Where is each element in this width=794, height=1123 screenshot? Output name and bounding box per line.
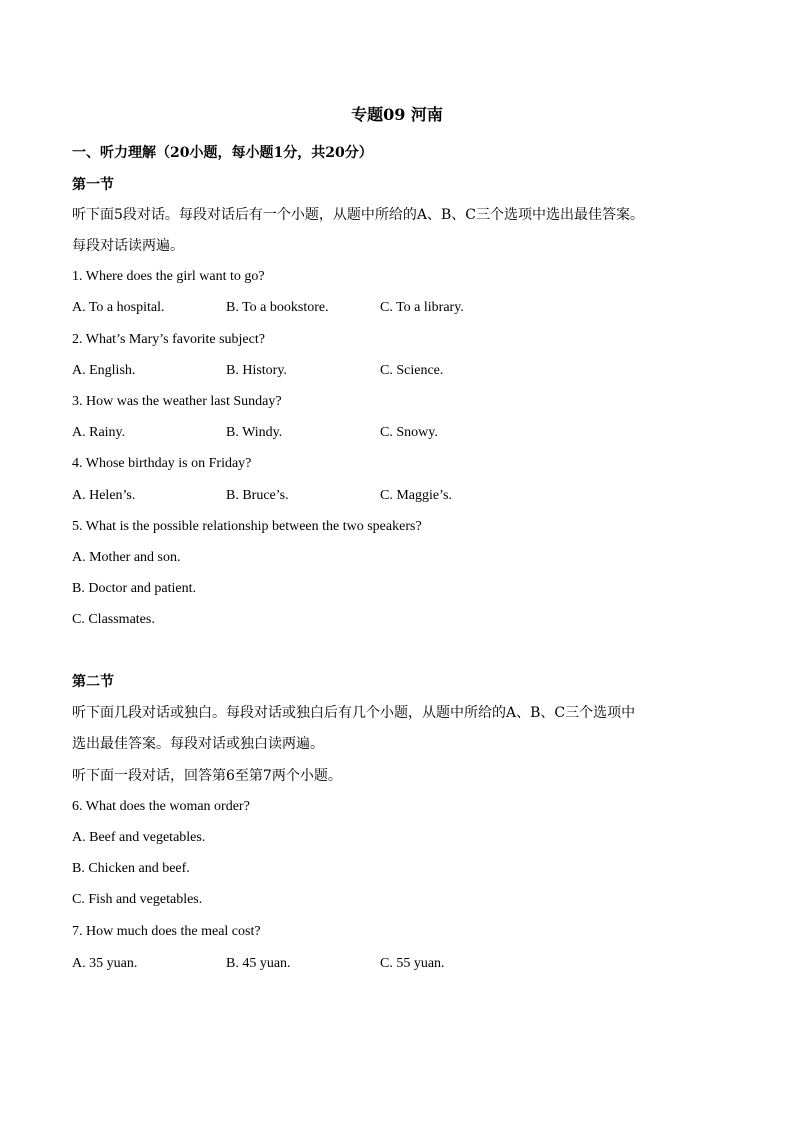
q2-option-a: A. English.	[72, 363, 136, 378]
q1-option-c: C. To a library.	[380, 300, 464, 315]
question-3: 3. How was the weather last Sunday?	[72, 394, 282, 409]
part1-label: 第一节	[72, 177, 114, 193]
part2-instruction-line2: 选出最佳答案。每段对话或独白读两遍。	[72, 736, 324, 752]
q3-option-b: B. Windy.	[226, 425, 283, 440]
question-4: 4. Whose birthday is on Friday?	[72, 456, 252, 471]
part2-intro: 听下面一段对话，回答第6至第7两个小题。	[72, 768, 342, 784]
q1-option-b: B. To a bookstore.	[226, 300, 329, 315]
q5-option-b: B. Doctor and patient.	[72, 581, 197, 596]
page-title: 专题09 河南	[351, 105, 443, 124]
q2-option-c: C. Science.	[380, 363, 444, 378]
q7-option-b: B. 45 yuan.	[226, 956, 291, 971]
part2-label: 第二节	[72, 674, 114, 690]
q6-option-a: A. Beef and vegetables.	[72, 830, 206, 845]
q5-option-c: C. Classmates.	[72, 612, 155, 627]
q3-option-c: C. Snowy.	[380, 425, 438, 440]
question-5: 5. What is the possible relationship between the two speakers?	[72, 519, 422, 534]
q7-option-a: A. 35 yuan.	[72, 956, 138, 971]
question-1: 1. Where does the girl want to go?	[72, 269, 265, 284]
q1-option-a: A. To a hospital.	[72, 300, 165, 315]
q6-option-c: C. Fish and vegetables.	[72, 892, 203, 907]
q7-option-c: C. 55 yuan.	[380, 956, 445, 971]
q2-option-b: B. History.	[226, 363, 287, 378]
question-7: 7. How much does the meal cost?	[72, 924, 261, 939]
section-heading: 一、听力理解（20小题，每小题1分，共20分）	[72, 145, 373, 161]
part2-instruction-line1: 听下面几段对话或独白。每段对话或独白后有几个小题，从题中所给的A、B、C三个选项中	[72, 705, 636, 721]
q4-option-c: C. Maggie’s.	[380, 488, 452, 503]
q3-option-a: A. Rainy.	[72, 425, 126, 440]
q4-option-a: A. Helen’s.	[72, 488, 136, 503]
q5-option-a: A. Mother and son.	[72, 550, 181, 565]
part1-instruction-line2: 每段对话读两遍。	[72, 238, 184, 254]
question-2: 2. What’s Mary’s favorite subject?	[72, 332, 265, 347]
q4-option-b: B. Bruce’s.	[226, 488, 289, 503]
q6-option-b: B. Chicken and beef.	[72, 861, 190, 876]
part1-instruction-line1: 听下面5段对话。每段对话后有一个小题，从题中所给的A、B、C三个选项中选出最佳答案。	[72, 207, 645, 223]
question-6: 6. What does the woman order?	[72, 799, 250, 814]
